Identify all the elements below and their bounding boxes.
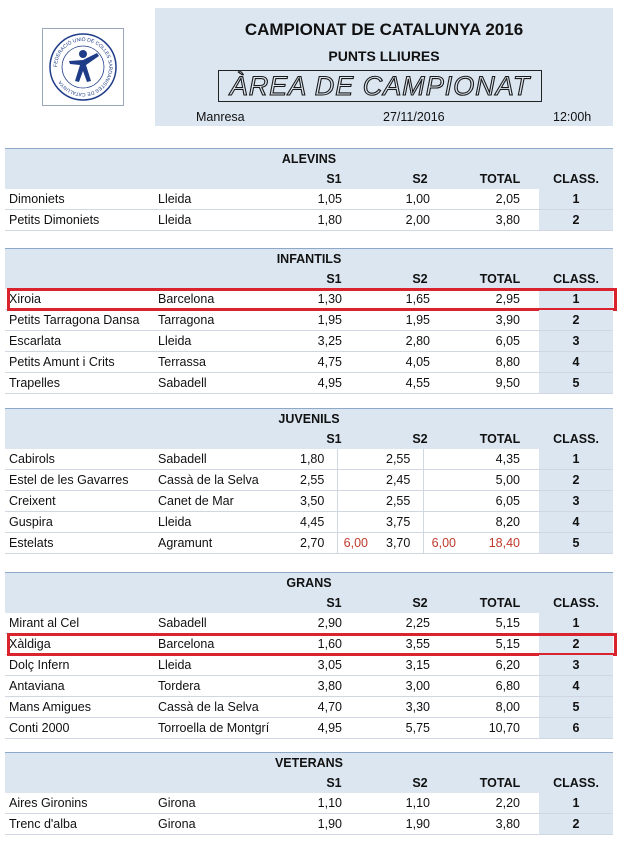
- score-s2: 3,30: [405, 700, 430, 714]
- score-total: 4,35: [495, 452, 520, 466]
- classification: 2: [539, 210, 613, 230]
- score-s2: 1,95: [405, 313, 430, 327]
- score-s1: 4,75: [317, 355, 342, 369]
- score-s2: 2,00: [405, 213, 430, 227]
- team-city: Agramunt: [158, 536, 213, 550]
- section-header: [5, 572, 613, 613]
- table-row: [5, 289, 613, 310]
- section-header: [5, 148, 613, 189]
- divider: [423, 512, 424, 532]
- score-total: 8,80: [495, 355, 520, 369]
- score-s2: 4,55: [405, 376, 430, 390]
- section-juvenils: [5, 408, 613, 554]
- column-headers: [5, 169, 613, 189]
- classification: 2: [539, 310, 613, 330]
- score-s2: 5,75: [405, 721, 430, 735]
- team-city: Tordera: [158, 679, 201, 693]
- column-headers: [5, 773, 613, 793]
- table-row: [5, 697, 613, 718]
- highlight-box: [7, 288, 617, 311]
- team-city: Lleida: [158, 213, 192, 227]
- table-row: [5, 210, 613, 231]
- score-total: 8,00: [495, 700, 520, 714]
- table-row: [5, 512, 613, 533]
- divider: [423, 491, 424, 511]
- venue-label: Manresa: [196, 110, 245, 124]
- score-total: 6,80: [495, 679, 520, 693]
- score-s1: 3,25: [317, 334, 342, 348]
- classification: 2: [539, 470, 613, 490]
- classification: 5: [539, 533, 613, 553]
- score-s1: 1,05: [317, 192, 342, 206]
- col-class: CLASS.: [553, 172, 599, 186]
- team-name: Guspira: [9, 515, 53, 529]
- table-row: [5, 373, 613, 394]
- score-total: 5,00: [495, 473, 520, 487]
- column-headers: [5, 593, 613, 613]
- score-s2: 2,55: [386, 494, 411, 508]
- event-subtitle: PUNTS LLIURES: [328, 48, 440, 64]
- score-total: 2,20: [495, 796, 520, 810]
- section-title: INFANTILS: [276, 252, 342, 266]
- table-row: [5, 352, 613, 373]
- score-total: 6,20: [495, 658, 520, 672]
- table-row: [5, 793, 613, 814]
- score-s2: 3,55: [405, 637, 430, 651]
- col-s1: S1: [326, 776, 342, 790]
- score-s2: 2,80: [405, 334, 430, 348]
- score-total: 5,15: [495, 616, 520, 630]
- classification: 1: [539, 449, 613, 469]
- table-row: [5, 718, 613, 739]
- team-city: Girona: [158, 796, 196, 810]
- score-s1: 1,10: [317, 796, 342, 810]
- divider: [337, 533, 338, 553]
- table-row: [5, 470, 613, 491]
- score-s1: 1,30: [317, 292, 342, 306]
- team-city: Terrassa: [158, 355, 206, 369]
- score-total: 3,90: [495, 313, 520, 327]
- area-banner: ÀREA DE CAMPIONAT: [218, 70, 542, 102]
- table-row: [5, 613, 613, 634]
- score-s2: 3,70: [386, 536, 411, 550]
- score-total: 5,15: [495, 637, 520, 651]
- championship-title: CAMPIONAT DE CATALUNYA 2016: [244, 20, 524, 39]
- score-s2: 1,00: [405, 192, 430, 206]
- team-name: Mirant al Cel: [9, 616, 80, 630]
- score-s1: 4,45: [300, 515, 325, 529]
- team-city: Barcelona: [158, 292, 215, 306]
- col-s2: S2: [412, 172, 428, 186]
- team-name: Xàldiga: [9, 637, 51, 651]
- table-row: [5, 634, 613, 655]
- team-name: Mans Amigues: [9, 700, 91, 714]
- section-header: [5, 248, 613, 289]
- team-city: Lleida: [158, 658, 192, 672]
- divider: [337, 491, 338, 511]
- table-row: [5, 189, 613, 210]
- col-s1: S1: [326, 272, 342, 286]
- classification: 4: [539, 512, 613, 532]
- col-total: TOTAL: [479, 432, 521, 446]
- team-name: Creixent: [9, 494, 56, 508]
- classification: 1: [539, 613, 613, 633]
- score-s1: 4,95: [317, 721, 342, 735]
- team-name: Escarlata: [9, 334, 62, 348]
- divider: [337, 449, 338, 469]
- score-total: 10,70: [488, 721, 520, 735]
- table-row: [5, 676, 613, 697]
- section-title: ALEVINS: [281, 152, 337, 166]
- score-total: 3,80: [495, 213, 520, 227]
- team-name: Dimoniets: [9, 192, 65, 206]
- team-city: Cassà de la Selva: [158, 700, 259, 714]
- section-header: [5, 752, 613, 793]
- logo-ring-text: FEDERACIÓ UNIÓ DE COLLES SARDANISTES DE CATALUNYA: [52, 36, 114, 98]
- score-s1: 4,95: [317, 376, 342, 390]
- team-name: Petits Dimoniets: [9, 213, 100, 227]
- score-s1: 2,90: [317, 616, 342, 630]
- col-s2: S2: [412, 596, 428, 610]
- classification: 1: [539, 793, 613, 813]
- team-city: Barcelona: [158, 637, 215, 651]
- time-label: 12:00h: [553, 110, 592, 124]
- score-s1: 2,70: [300, 536, 325, 550]
- federation-logo: [42, 28, 124, 106]
- col-s2: S2: [412, 776, 428, 790]
- column-headers: [5, 429, 613, 449]
- score-s2: 3,15: [405, 658, 430, 672]
- section-title: JUVENILS: [278, 412, 340, 426]
- score-total: 9,50: [495, 376, 520, 390]
- team-city: Sabadell: [158, 376, 207, 390]
- score-s1: 1,80: [300, 452, 325, 466]
- score-s2: 1,10: [405, 796, 430, 810]
- score-total: 18,40: [488, 536, 520, 550]
- section-alevins: [5, 148, 613, 231]
- divider: [337, 512, 338, 532]
- classification: 4: [539, 352, 613, 372]
- score-total: 6,05: [495, 494, 520, 508]
- table-row: [5, 449, 613, 470]
- divider: [423, 470, 424, 490]
- team-name: Xiroia: [9, 292, 41, 306]
- classification: 3: [539, 655, 613, 675]
- classification: 6: [539, 718, 613, 738]
- team-city: Girona: [158, 817, 196, 831]
- divider: [337, 470, 338, 490]
- score-s2: 3,00: [405, 679, 430, 693]
- score-total: 6,05: [495, 334, 520, 348]
- column-headers: [5, 269, 613, 289]
- col-total: TOTAL: [479, 596, 521, 610]
- score-s1: 3,50: [300, 494, 325, 508]
- score-total: 3,80: [495, 817, 520, 831]
- col-total: TOTAL: [479, 776, 521, 790]
- section-grans: [5, 572, 613, 739]
- divider: [423, 533, 424, 553]
- team-city: Sabadell: [158, 452, 207, 466]
- score-s2: 2,45: [386, 473, 411, 487]
- table-row: [5, 310, 613, 331]
- team-city: Torroella de Montgrí: [158, 721, 270, 735]
- score-total: 2,05: [495, 192, 520, 206]
- classification: 1: [539, 189, 613, 209]
- section-infantils: [5, 248, 613, 394]
- score-s2: 3,75: [386, 515, 411, 529]
- score-total: 8,20: [495, 515, 520, 529]
- col-class: CLASS.: [553, 432, 599, 446]
- team-name: Conti 2000: [9, 721, 70, 735]
- classification: 3: [539, 491, 613, 511]
- section-veterans: [5, 752, 613, 835]
- score-s2: 2,25: [405, 616, 430, 630]
- classification: 5: [539, 697, 613, 717]
- team-city: Tarragona: [158, 313, 215, 327]
- team-city: Cassà de la Selva: [158, 473, 259, 487]
- score-s1: 3,80: [317, 679, 342, 693]
- team-city: Canet de Mar: [158, 494, 234, 508]
- col-class: CLASS.: [553, 272, 599, 286]
- penalty-s1: 6,00: [343, 536, 368, 550]
- team-name: Estelats: [9, 536, 54, 550]
- col-s1: S1: [326, 432, 342, 446]
- team-name: Trenc d'alba: [9, 817, 77, 831]
- classification: 3: [539, 331, 613, 351]
- table-row: [5, 331, 613, 352]
- team-name: Aires Gironins: [9, 796, 88, 810]
- score-s2: 1,65: [405, 292, 430, 306]
- table-row: [5, 655, 613, 676]
- score-s1: 1,95: [317, 313, 342, 327]
- col-total: TOTAL: [479, 172, 521, 186]
- score-s1: 4,70: [317, 700, 342, 714]
- score-total: 2,95: [495, 292, 520, 306]
- team-city: Lleida: [158, 515, 192, 529]
- col-class: CLASS.: [553, 596, 599, 610]
- score-s2: 4,05: [405, 355, 430, 369]
- penalty-s2: 6,00: [431, 536, 456, 550]
- score-s1: 2,55: [300, 473, 325, 487]
- team-city: Lleida: [158, 334, 192, 348]
- section-title: VETERANS: [274, 756, 344, 770]
- team-name: Dolç Infern: [9, 658, 70, 672]
- team-name: Cabirols: [9, 452, 55, 466]
- divider: [423, 449, 424, 469]
- section-header: [5, 408, 613, 449]
- team-city: Sabadell: [158, 616, 207, 630]
- col-class: CLASS.: [553, 776, 599, 790]
- section-title: GRANS: [286, 576, 332, 590]
- col-s1: S1: [326, 172, 342, 186]
- highlight-box: [7, 633, 617, 656]
- col-total: TOTAL: [479, 272, 521, 286]
- col-s1: S1: [326, 596, 342, 610]
- score-s2: 1,90: [405, 817, 430, 831]
- team-name: Antaviana: [9, 679, 65, 693]
- col-s2: S2: [412, 432, 428, 446]
- score-s2: 2,55: [386, 452, 411, 466]
- team-name: Petits Amunt i Crits: [9, 355, 115, 369]
- score-s1: 1,80: [317, 213, 342, 227]
- col-s2: S2: [412, 272, 428, 286]
- team-name: Petits Tarragona Dansa: [9, 313, 140, 327]
- score-s1: 1,60: [317, 637, 342, 651]
- table-row: [5, 491, 613, 512]
- score-s1: 3,05: [317, 658, 342, 672]
- classification: 5: [539, 373, 613, 393]
- classification: 4: [539, 676, 613, 696]
- team-city: Lleida: [158, 192, 192, 206]
- classification: 2: [539, 634, 613, 654]
- team-name: Estel de les Gavarres: [9, 473, 129, 487]
- classification: 2: [539, 814, 613, 834]
- team-name: Trapelles: [9, 376, 60, 390]
- score-s1: 1,90: [317, 817, 342, 831]
- table-row: [5, 533, 613, 554]
- table-row: [5, 814, 613, 835]
- date-label: 27/11/2016: [383, 110, 445, 124]
- classification: 1: [539, 289, 613, 309]
